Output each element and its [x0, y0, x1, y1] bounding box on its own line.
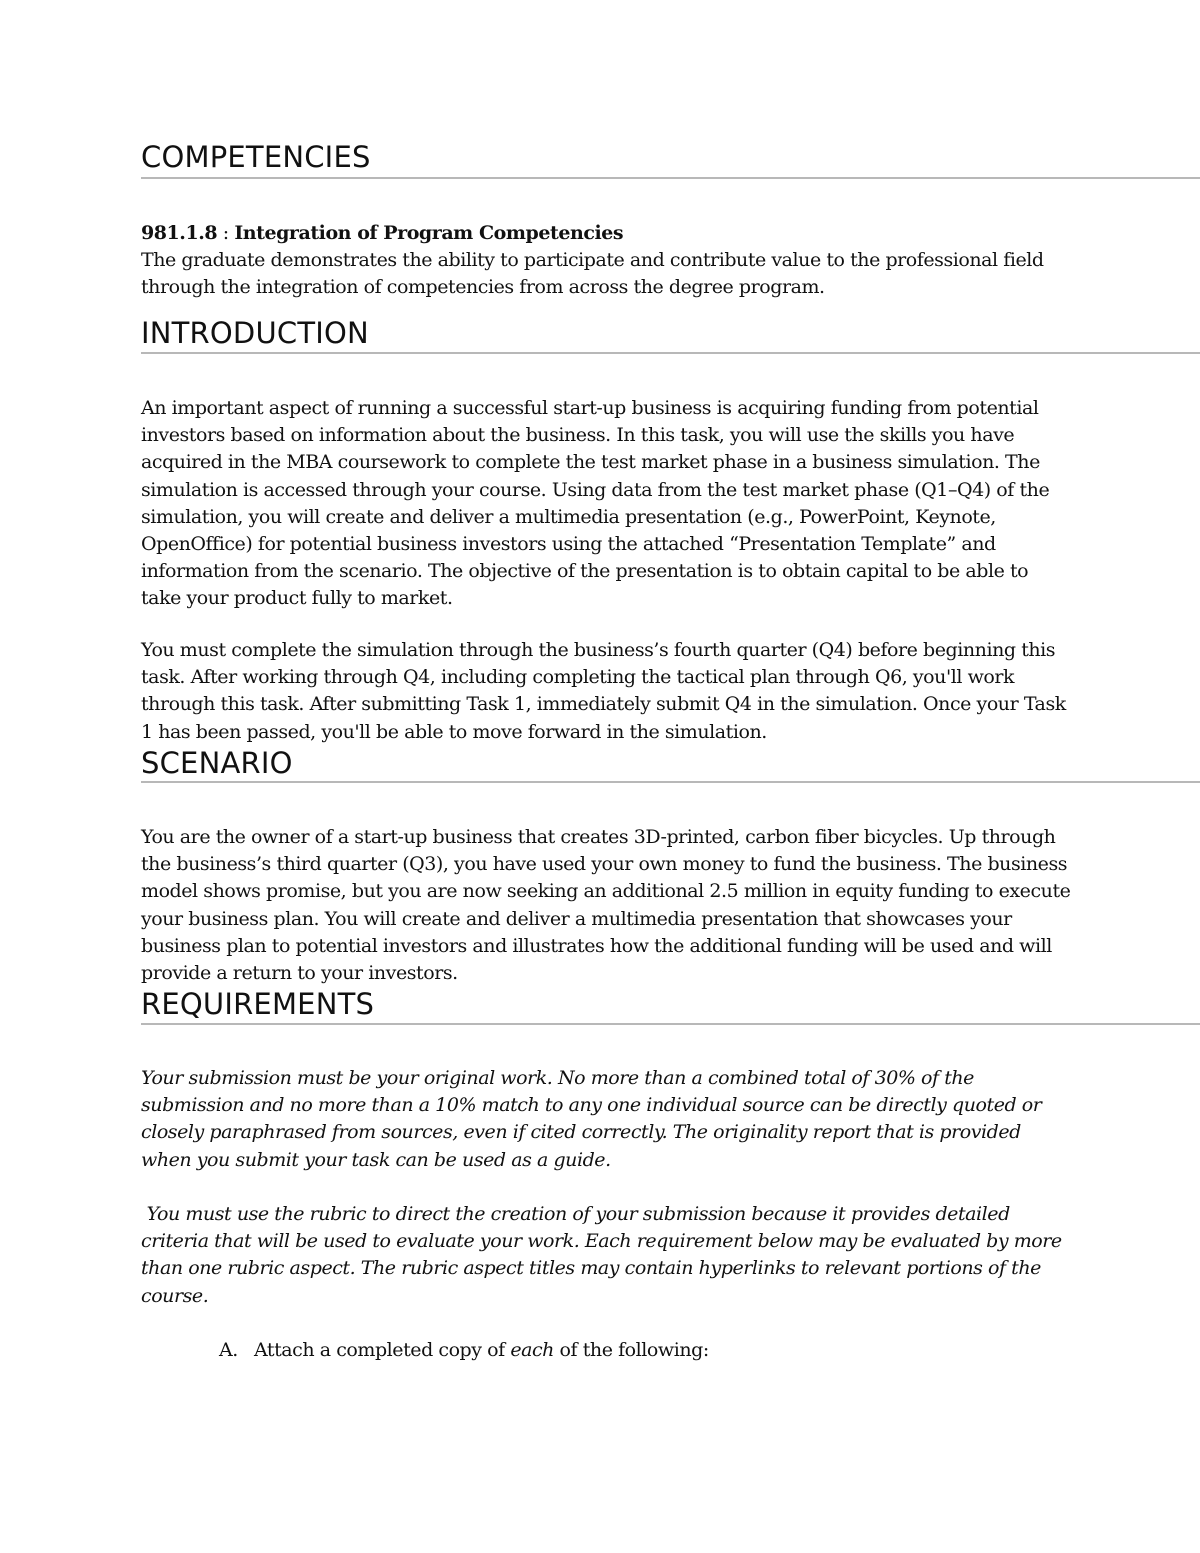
requirements-heading: REQUIREMENTS — [141, 987, 375, 1021]
scenario-paragraph: You are the owner of a start-up business that creates 3D-printed, carbon fiber bicycles. Up through the business’s third quarter (Q3), you have used your own money to fund the business. The business model shows promise, but you are now seeking an additional 2.5 million in equity funding to execute your business plan. You will create and deliver a multimedia presentation that showcases your business plan to potential investors and illustrates how the additional funding will be used and will provide a return to your investors. — [141, 826, 1071, 985]
competencies-divider — [141, 177, 1200, 179]
competency-description: The graduate demonstrates the ability to participate and contribute value to the professional field through the integration of competencies from across the degree program. — [141, 249, 1044, 299]
competency-title: Integration of Program Competencies — [234, 222, 624, 244]
requirement-item-a-text-before: Attach a completed copy of — [254, 1339, 511, 1361]
requirements-rubric-paragraph: You must use the rubric to direct the creation of your submission because it provides detailed criteria that will be used to evaluate your work. Each requirement below may be evaluated by more than one rubric aspect. The rubric aspect titles may contain hyperlinks to relevant portions of the course. — [141, 1203, 1068, 1307]
introduction-heading: INTRODUCTION — [141, 316, 369, 350]
scenario-heading: SCENARIO — [141, 746, 293, 780]
requirement-item-a-text-after: of the following: — [553, 1339, 709, 1361]
requirements-originality-paragraph: Your submission must be your original work. No more than a combined total of 30% of the submission and no more than a 10% match to any one individual source can be directly quoted or closely paraphrased from sources, even if cited correctly. The originality report that is provided when you submit your task can be used as a guide. — [141, 1067, 1042, 1171]
introduction-paragraph-1: An important aspect of running a successful start-up business is acquiring funding from potential investors based on information about the business. In this task, you will use the skills you have acquired in the MBA coursework to complete the test market phase in a business simulation. The simulation is accessed through your course. Using data from the test market phase (Q1–Q4) of the simulation, you will create and deliver a multimedia presentation (e.g., PowerPoint, Keynote, OpenOffice) for potential business investors using the attached “Presentation Template” and information from the scenario. The objective of the presentation is to obtain capital to be able to take your product fully to market. — [141, 397, 1050, 610]
introduction-divider — [141, 352, 1200, 354]
competency-code: 981.1.8 — [141, 222, 218, 244]
competency-entry — [141, 220, 1071, 302]
requirement-item-a-marker: A. — [219, 1339, 238, 1361]
scenario-divider — [141, 781, 1200, 783]
requirement-item-a-emphasis: each — [510, 1339, 554, 1361]
introduction-paragraph-2: You must complete the simulation through the business’s fourth quarter (Q4) before beginning this task. After working through Q4, including completing the tactical plan through Q6, you'll work through this task. After submitting Task 1, immediately submit Q4 in the simulation. Once your Task 1 has been passed, you'll be able to move forward in the simulation. — [141, 639, 1066, 743]
requirement-item-a — [219, 1337, 709, 1364]
requirements-divider — [141, 1023, 1200, 1025]
competencies-heading: COMPETENCIES — [141, 140, 371, 174]
competency-separator: : — [217, 222, 235, 244]
